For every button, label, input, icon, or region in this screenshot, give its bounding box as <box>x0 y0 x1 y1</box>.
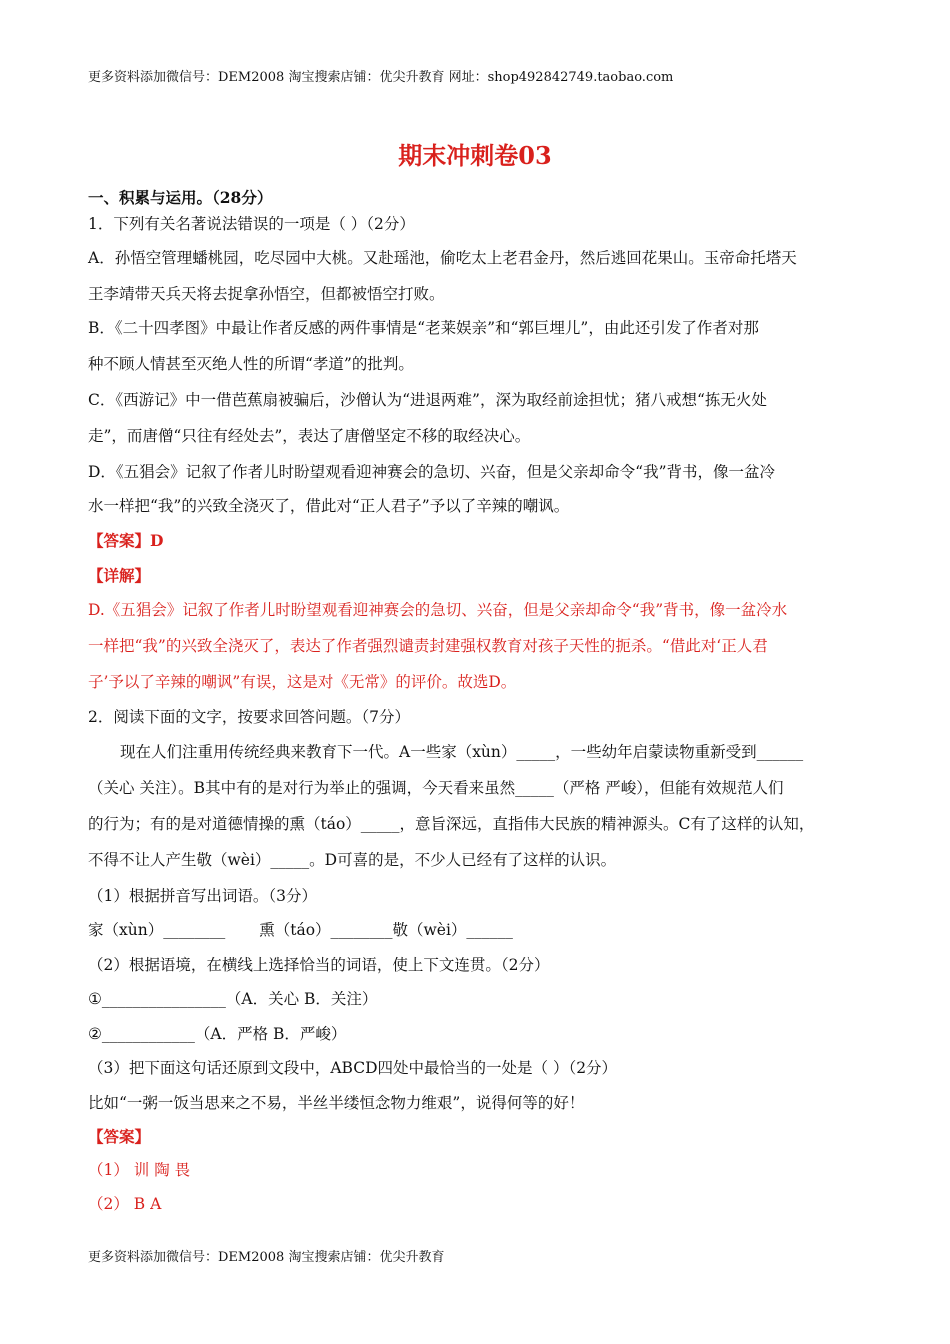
q2-sub3-sentence: 比如“一粥一饭当思来之不易，半丝半缕恒念物力维艰”，说得何等的好！ <box>88 1094 585 1112</box>
q2-stem: 2．阅读下面的文字，按要求回答问题。（7分） <box>88 708 410 726</box>
q1-answer <box>88 531 163 551</box>
page-header: 更多资料添加微信号：DEM2008 淘宝搜索店铺：优尖升教育 网址：shop492842749.taobao.com <box>88 70 674 85</box>
q2-passage-line4: 不得不让人产生敬（wèi）_____。D可喜的是，不少人已经有了这样的认识。 <box>88 851 617 869</box>
q2-sub1: （1）根据拼音写出词语。（3分） <box>88 887 317 905</box>
q1-option-a-line2: 王李靖带天兵天将去捉拿孙悟空，但都被悟空打败。 <box>88 285 445 303</box>
section-heading: 一、积累与运用。（28分） <box>88 188 273 207</box>
q1-option-c-line1: C．《西游记》中一借芭蕉扇被骗后，沙僧认为“进退两难”，深为取经前途担忧；猪八戒想“拣无火处 <box>88 391 767 409</box>
q2-answer-2: （2） B A <box>88 1195 162 1213</box>
q1-option-b-line2: 种不顾人情甚至灭绝人性的所谓“孝道”的批判。 <box>88 355 414 373</box>
q2-sub3: （3）把下面这句话还原到文段中，ABCD四处中最恰当的一处是（ ）（2分） <box>88 1059 618 1077</box>
q1-detail-line3: 子’予以了辛辣的嘲讽”有误，这是对《无常》的评价。故选D。 <box>88 673 517 691</box>
q1-detail-label: 【详解】 <box>88 566 151 585</box>
q1-detail-line2: 一样把“我”的兴致全浇灭了，表达了作者强烈谴责封建强权教育对孩子天性的扼杀。“借此对‘正人君 <box>88 637 768 655</box>
q2-sub1-blanks <box>88 920 513 940</box>
q2-answer-label: 【答案】 <box>88 1127 151 1146</box>
q2-passage-line3: 的行为；有的是对道德情操的熏（táo）_____，意旨深远，直指伟大民族的精神源头。C有了这样的认知， <box>88 815 815 833</box>
blank-tao: 熏（táo）________ <box>259 921 393 939</box>
answer-value: D <box>150 531 164 550</box>
q2-passage-line2: （关心 关注）。B其中有的是对行为举止的强调，今天看来虽然_____（严格 严峻），但能有效规范人们 <box>88 779 784 797</box>
q1-option-d-line2: 水一样把“我”的兴致全浇灭了，借此对“正人君子”予以了辛辣的嘲讽。 <box>88 497 570 515</box>
page-title: 期末冲刺卷03 <box>398 141 552 170</box>
answer-label: 【答案】 <box>88 531 151 550</box>
q1-stem: 1．下列有关名著说法错误的一项是（ ）（2分） <box>88 215 415 233</box>
page-footer: 更多资料添加微信号：DEM2008 淘宝搜索店铺：优尖升教育 <box>88 1250 445 1265</box>
q2-sub2-blank2: ②____________（A．严格 B．严峻） <box>88 1025 347 1043</box>
q1-detail-line1: D.《五猖会》记叙了作者儿时盼望观看迎神赛会的急切、兴奋，但是父亲却命令“我”背书，像一盆冷水 <box>88 601 788 619</box>
blank-xun: 家（xùn）________ <box>88 921 226 939</box>
q2-sub2-blank1: ①________________（A．关心 B．关注） <box>88 990 378 1008</box>
q1-option-a-line1: A．孙悟空管理蟠桃园，吃尽园中大桃。又赴瑶池，偷吃太上老君金丹，然后逃回花果山。玉帝命托塔天 <box>88 249 797 267</box>
q1-option-c-line2: 走”，而唐僧“只往有经处去”，表达了唐僧坚定不移的取经决心。 <box>88 427 531 445</box>
q2-passage-line1: 现在人们注重用传统经典来教育下一代。A一些家（xùn）_____，一些幼年启蒙读物重新受到______ <box>120 743 804 761</box>
blank-wei: 敬（wèi）______ <box>392 921 513 939</box>
q2-answer-1: （1） 训 陶 畏 <box>88 1161 191 1179</box>
q1-option-b-line1: B．《二十四孝图》中最让作者反感的两件事情是“老莱娱亲”和“郭巨埋儿”，由此还引发了作者对那 <box>88 319 759 337</box>
q2-sub2: （2）根据语境，在横线上选择恰当的词语，使上下文连贯。（2分） <box>88 956 550 974</box>
q1-option-d-line1: D．《五猖会》记叙了作者儿时盼望观看迎神赛会的急切、兴奋，但是父亲却命令“我”背书，像一盆冷 <box>88 463 776 481</box>
